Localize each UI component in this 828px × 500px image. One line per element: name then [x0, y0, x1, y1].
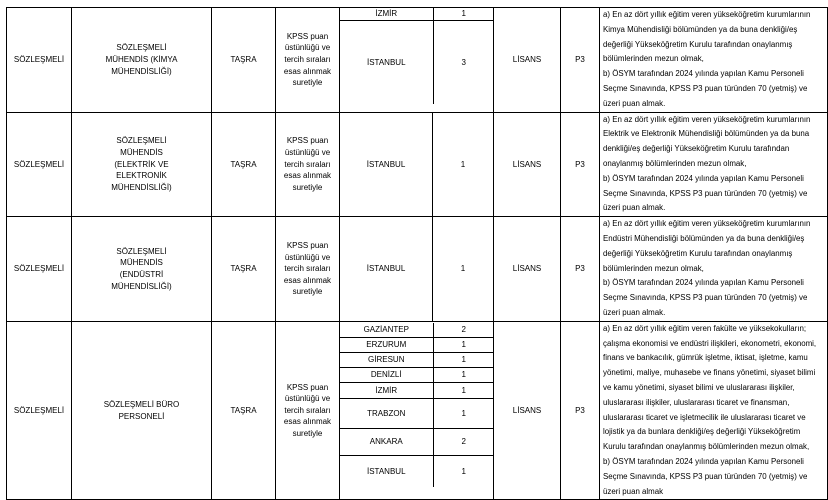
- positions-table: [6, 7, 828, 500]
- city-name: İSTANBUL: [340, 217, 433, 322]
- table-row: [7, 112, 828, 217]
- city-row: [340, 456, 494, 487]
- city-row: [340, 323, 494, 338]
- city-count: 2: [433, 323, 494, 338]
- city-row: [340, 8, 494, 20]
- city-count: 1: [433, 338, 494, 353]
- city-name: İSTANBUL: [340, 456, 433, 487]
- position-title-cell: SÖZLEŞMELİ MÜHENDİS (KİMYA MÜHENDİSLİĞİ): [72, 8, 212, 113]
- city-quota-table: [340, 323, 494, 487]
- city-name: TRABZON: [340, 399, 433, 429]
- city-name: İSTANBUL: [340, 112, 433, 217]
- method-cell: KPSS puan üstünlüğü ve tercih sıraları esas alınmak suretiyle: [276, 8, 340, 113]
- city-count: 1: [433, 383, 494, 399]
- employment-type-cell: SÖZLEŞMELİ: [7, 8, 72, 113]
- location-cell: TAŞRA: [212, 217, 276, 322]
- city-count: 1: [433, 353, 494, 368]
- city-count: 1: [433, 8, 494, 20]
- city-row: [340, 368, 494, 383]
- city-row: [340, 353, 494, 368]
- city-row: [340, 429, 494, 456]
- city-row: [340, 20, 494, 104]
- location-cell: TAŞRA: [212, 321, 276, 500]
- city-name: İZMİR: [340, 383, 433, 399]
- city-name: İSTANBUL: [340, 20, 433, 104]
- city-row: [340, 399, 494, 429]
- city-count: 2: [433, 429, 494, 456]
- requirements-cell: a) En az dört yıllık eğitim veren fakülte ve yüksekokulların; çalışma ekonomisi ve endüstri ilişkileri, ekonometri, ekonomi, finans ve bankacılık, gümrük işletme, iktisat, işletme, kamu yönetimi, maliye, muhasebe ve finans yönetimi, siyaset bilimi ve kamu yönetimi, siyaset bilimi ve uluslararası ilişkiler, uluslararası ilişkiler, uluslararası ticaret ve finansman, uluslararası ticaret ve işletmecilik ile uluslararası ticaret ve lojistik ya da bunlara denkliği/eş değerliği Yükseköğretim Kurulu tarafından onaylanmış bölümlerinden mezun olmak, b) ÖSYM tarafından 2024 yılında yapılan Kamu Personeli Seçme Sınavında, KPSS P3 puan türünden 70 (yetmiş) ve üzeri puan almak: [600, 321, 828, 500]
- employment-type-cell: SÖZLEŞMELİ: [7, 112, 72, 217]
- education-cell: LİSANS: [494, 112, 561, 217]
- method-cell: KPSS puan üstünlüğü ve tercih sıraları esas alınmak suretiyle: [276, 112, 340, 217]
- method-cell: KPSS puan üstünlüğü ve tercih sıraları esas alınmak suretiyle: [276, 321, 340, 500]
- city-count: 1: [433, 112, 494, 217]
- city-name: ANKARA: [340, 429, 433, 456]
- city-count: 1: [433, 368, 494, 383]
- position-title-cell: SÖZLEŞMELİ MÜHENDİS (ELEKTRİK VE ELEKTRONİK MÜHENDİSLİĞİ): [72, 112, 212, 217]
- table-row: [7, 217, 828, 322]
- score-type-cell: P3: [561, 321, 600, 500]
- city-name: DENİZLİ: [340, 368, 433, 383]
- employment-type-cell: SÖZLEŞMELİ: [7, 321, 72, 500]
- city-quota-table: [340, 8, 494, 104]
- city-count: 1: [433, 399, 494, 429]
- city-quota-group: [340, 8, 494, 113]
- method-cell: KPSS puan üstünlüğü ve tercih sıraları esas alınmak suretiyle: [276, 217, 340, 322]
- position-title-cell: SÖZLEŞMELİ BÜRO PERSONELİ: [72, 321, 212, 500]
- table-row: [7, 8, 828, 113]
- score-type-cell: P3: [561, 8, 600, 113]
- requirements-cell: a) En az dört yıllık eğitim veren yükseköğretim kurumlarının Elektrik ve Elektronik Mühendisliği bölümünden ya da buna denkliği/eş değerliği Yükseköğretim Kurulu tarafından onaylanmış bölümlerinden mezun olmak, b) ÖSYM tarafından 2024 yılında yapılan Kamu Personeli Seçme Sınavında, KPSS P3 puan türünden 70 (yetmiş) ve üzeri puan almak.: [600, 112, 828, 217]
- score-type-cell: P3: [561, 112, 600, 217]
- position-title-cell: SÖZLEŞMELİ MÜHENDİS (ENDÜSTRİ MÜHENDİSLİĞİ): [72, 217, 212, 322]
- score-type-cell: P3: [561, 217, 600, 322]
- city-name: İZMİR: [340, 8, 433, 20]
- education-cell: LİSANS: [494, 8, 561, 113]
- education-cell: LİSANS: [494, 217, 561, 322]
- table-row: [7, 321, 828, 500]
- city-quota-group: [340, 321, 494, 500]
- location-cell: TAŞRA: [212, 8, 276, 113]
- city-count: 1: [433, 217, 494, 322]
- city-row: [340, 383, 494, 399]
- requirements-cell: a) En az dört yıllık eğitim veren yükseköğretim kurumlarının Kimya Mühendisliği bölümünden ya da buna denkliği/eş değerliği Yükseköğretim Kurulu tarafından onaylanmış bölümlerinden mezun olmak, b) ÖSYM tarafından 2024 yılında yapılan Kamu Personeli Seçme Sınavında, KPSS P3 puan türünden 70 (yetmiş) ve üzeri puan almak.: [600, 8, 828, 113]
- city-name: GİRESUN: [340, 353, 433, 368]
- city-count: 3: [433, 20, 494, 104]
- education-cell: LİSANS: [494, 321, 561, 500]
- city-row: [340, 338, 494, 353]
- location-cell: TAŞRA: [212, 112, 276, 217]
- city-name: ERZURUM: [340, 338, 433, 353]
- requirements-cell: a) En az dört yıllık eğitim veren yükseköğretim kurumlarının Endüstri Mühendisliği bölümünden ya da buna denkliği/eş değerliği Yükseköğretim Kurulu tarafından onaylanmış bölümlerinden mezun olmak, b) ÖSYM tarafından 2024 yılında yapılan Kamu Personeli Seçme Sınavında, KPSS P3 puan türünden 70 (yetmiş) ve üzeri puan almak.: [600, 217, 828, 322]
- employment-type-cell: SÖZLEŞMELİ: [7, 217, 72, 322]
- city-name: GAZİANTEP: [340, 323, 433, 338]
- city-count: 1: [433, 456, 494, 487]
